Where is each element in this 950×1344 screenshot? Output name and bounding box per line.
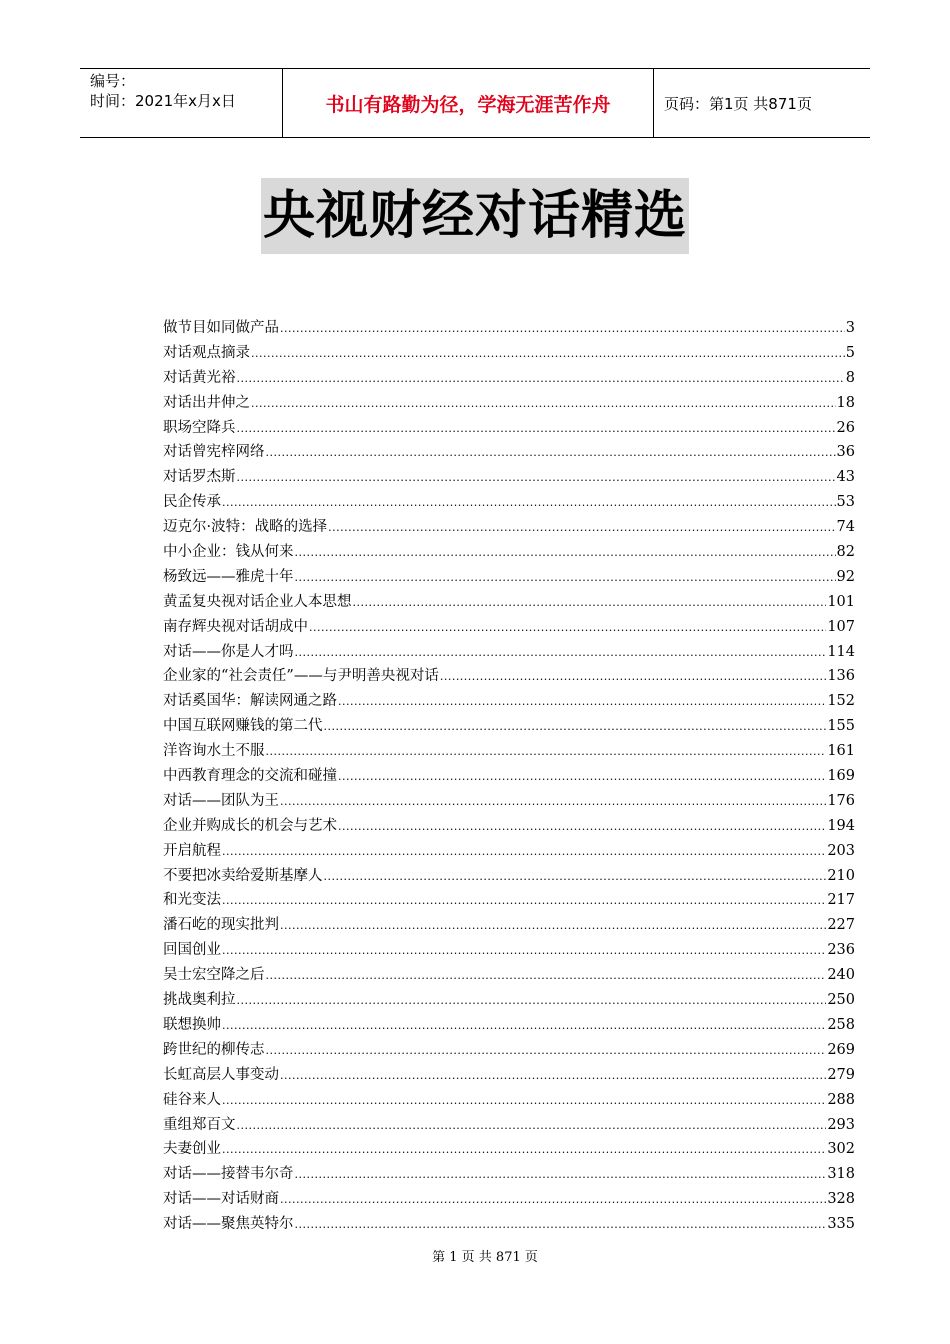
toc-entry-page: 203 <box>827 842 855 859</box>
toc-entry[interactable] <box>163 590 855 615</box>
toc-entry[interactable] <box>163 963 855 988</box>
toc-entry-title: 对话——聚焦英特尔 <box>163 1216 294 1233</box>
toc-dot-leader <box>280 793 826 809</box>
toc-entry-page: 269 <box>827 1041 855 1058</box>
toc-entry-page: 240 <box>827 967 855 984</box>
toc-entry-page: 74 <box>836 519 855 536</box>
toc-entry-title: 挑战奥利拉 <box>163 992 236 1009</box>
toc-entry-page: 169 <box>827 768 855 785</box>
toc-entry-page: 236 <box>827 942 855 959</box>
toc-entry-title: 潘石屹的现实批判 <box>163 917 279 934</box>
toc-entry-page: 302 <box>827 1141 855 1158</box>
toc-dot-leader <box>222 843 826 859</box>
toc-entry[interactable] <box>163 689 855 714</box>
toc-entry-title: 长虹高层人事变动 <box>163 1066 279 1083</box>
toc-entry-page: 279 <box>827 1066 855 1083</box>
toc-entry[interactable] <box>163 789 855 814</box>
toc-entry-title: 对话曾宪梓网络 <box>163 444 265 461</box>
toc-entry[interactable] <box>163 1038 855 1063</box>
toc-entry-page: 217 <box>827 892 855 909</box>
toc-entry-page: 101 <box>827 593 855 610</box>
toc-entry[interactable] <box>163 540 855 565</box>
toc-dot-leader <box>328 519 835 535</box>
toc-entry[interactable] <box>163 938 855 963</box>
toc-entry-page: 82 <box>836 544 855 561</box>
toc-entry-title: 吴士宏空降之后 <box>163 967 265 984</box>
toc-dot-leader <box>309 619 826 635</box>
header-motto: 书山有路勤为径，学海无涯苦作舟 <box>282 69 654 137</box>
toc-dot-leader <box>237 992 827 1008</box>
toc-dot-leader <box>222 1017 826 1033</box>
toc-entry-page: 161 <box>827 743 855 760</box>
toc-entry-title: 开启航程 <box>163 842 221 859</box>
toc-entry[interactable] <box>163 839 855 864</box>
toc-entry-page: 194 <box>827 817 855 834</box>
toc-dot-leader <box>222 942 826 958</box>
toc-dot-leader <box>222 1141 826 1157</box>
toc-entry[interactable] <box>163 515 855 540</box>
toc-dot-leader <box>295 1216 827 1232</box>
toc-entry-page: 18 <box>836 394 855 411</box>
toc-entry-page: 227 <box>827 917 855 934</box>
toc-entry-title: 对话出井伸之 <box>163 394 250 411</box>
toc-entry-page: 250 <box>827 992 855 1009</box>
toc-entry-page: 114 <box>827 643 855 660</box>
toc-dot-leader <box>353 594 827 610</box>
toc-dot-leader <box>280 917 826 933</box>
toc-entry-title: 对话奚国华：解读网通之路 <box>163 693 337 710</box>
toc-entry[interactable] <box>163 814 855 839</box>
toc-entry-page: 210 <box>827 867 855 884</box>
toc-dot-leader <box>338 768 826 784</box>
toc-dot-leader <box>280 1067 826 1083</box>
toc-entry-page: 155 <box>827 718 855 735</box>
toc-entry-page: 318 <box>827 1166 855 1183</box>
toc-entry-title: 重组郑百文 <box>163 1116 236 1133</box>
toc-entry-title: 杨致远——雅虎十年 <box>163 568 294 585</box>
toc-entry-page: 176 <box>827 792 855 809</box>
toc-entry-page: 152 <box>827 693 855 710</box>
toc-dot-leader <box>266 1042 827 1058</box>
toc-entry[interactable] <box>163 1137 855 1162</box>
toc-entry[interactable] <box>163 565 855 590</box>
toc-entry[interactable] <box>163 888 855 913</box>
toc-dot-leader <box>338 693 826 709</box>
toc-dot-leader <box>266 743 827 759</box>
toc-entry-title: 硅谷来人 <box>163 1091 221 1108</box>
toc-entry-title: 中国互联网赚钱的第二代 <box>163 718 323 735</box>
toc-dot-leader <box>280 320 845 336</box>
toc-entry-title: 不要把冰卖给爱斯基摩人 <box>163 867 323 884</box>
toc-dot-leader <box>237 370 845 386</box>
title-wrapper <box>0 178 950 254</box>
toc-entry-page: 136 <box>827 668 855 685</box>
toc-entry[interactable] <box>163 615 855 640</box>
toc-entry[interactable] <box>163 1162 855 1187</box>
toc-entry-page: 53 <box>836 494 855 511</box>
toc-entry-title: 联想换帅 <box>163 1016 221 1033</box>
toc-dot-leader <box>237 420 836 436</box>
toc-entry-title: 迈克尔·波特：战略的选择 <box>163 519 328 536</box>
toc-entry-title: 职场空降兵 <box>163 419 236 436</box>
toc-entry[interactable] <box>163 440 855 465</box>
time-label: 时间：2021年x月x日 <box>90 92 236 110</box>
toc-entry[interactable] <box>163 465 855 490</box>
toc-entry-page: 43 <box>836 469 855 486</box>
toc-entry-title: 对话——对话财商 <box>163 1191 279 1208</box>
document-title: 央视财经对话精选 <box>261 178 689 254</box>
toc-entry-title: 洋咨询水土不服 <box>163 743 265 760</box>
toc-entry[interactable] <box>163 366 855 391</box>
toc-entry[interactable] <box>163 341 855 366</box>
toc-dot-leader <box>251 345 845 361</box>
toc-entry[interactable] <box>163 640 855 665</box>
toc-entry[interactable] <box>163 739 855 764</box>
toc-entry-title: 做节目如同做产品 <box>163 320 279 336</box>
toc-entry-title: 企业并购成长的机会与艺术 <box>163 817 337 834</box>
toc-entry[interactable] <box>163 1063 855 1088</box>
toc-dot-leader <box>338 818 826 834</box>
toc-dot-leader <box>440 668 826 684</box>
toc-entry[interactable] <box>163 1088 855 1113</box>
toc-dot-leader <box>295 544 836 560</box>
toc-dot-leader <box>324 868 827 884</box>
toc-entry-page: 8 <box>845 369 855 386</box>
toc-entry[interactable] <box>163 714 855 739</box>
page-header <box>80 68 870 138</box>
toc-entry[interactable] <box>163 316 855 341</box>
toc-entry-page: 26 <box>836 419 855 436</box>
toc-entry-title: 黄孟复央视对话企业人本思想 <box>163 593 352 610</box>
toc-entry-title: 和光变法 <box>163 892 221 909</box>
toc-dot-leader <box>295 1166 827 1182</box>
toc-entry-title: 对话黄光裕 <box>163 369 236 386</box>
toc-entry-title: 对话——接替韦尔奇 <box>163 1166 294 1183</box>
toc-dot-leader <box>251 395 836 411</box>
toc-entry-page: 3 <box>845 320 855 336</box>
header-page-info: 页码：第1页 共871页 <box>664 94 812 113</box>
toc-entry[interactable] <box>163 913 855 938</box>
toc-entry-title: 民企传承 <box>163 494 221 511</box>
toc-entry[interactable] <box>163 1113 855 1138</box>
toc-entry-title: 跨世纪的柳传志 <box>163 1041 265 1058</box>
page-footer: 第 1 页 共 871 页 <box>432 1250 538 1265</box>
toc-dot-leader <box>280 1191 826 1207</box>
toc-dot-leader <box>266 444 836 460</box>
toc-entry[interactable] <box>163 764 855 789</box>
toc-entry-title: 企业家的“社会责任”——与尹明善央视对话 <box>163 668 439 685</box>
toc-entry[interactable] <box>163 988 855 1013</box>
toc-entry-page: 258 <box>827 1016 855 1033</box>
table-of-contents <box>163 316 855 1237</box>
toc-entry[interactable] <box>163 490 855 515</box>
toc-entry-title: 回国创业 <box>163 942 221 959</box>
toc-entry-page: 92 <box>836 568 855 585</box>
toc-entry-title: 夫妻创业 <box>163 1141 221 1158</box>
toc-entry-title: 中西教育理念的交流和碰撞 <box>163 768 337 785</box>
toc-entry[interactable] <box>163 664 855 689</box>
toc-entry-page: 107 <box>827 618 855 635</box>
toc-entry[interactable] <box>163 864 855 889</box>
toc-dot-leader <box>295 644 827 660</box>
toc-dot-leader <box>295 569 836 585</box>
toc-entry-title: 对话——你是人才吗 <box>163 643 294 660</box>
toc-dot-leader <box>222 494 836 510</box>
toc-entry-page: 288 <box>827 1091 855 1108</box>
toc-entry-page: 335 <box>827 1216 855 1233</box>
header-meta <box>80 69 282 137</box>
toc-entry-page: 293 <box>827 1116 855 1133</box>
toc-entry-page: 5 <box>845 344 855 361</box>
toc-dot-leader <box>266 967 827 983</box>
number-label: 编号： <box>90 72 136 90</box>
toc-entry-title: 南存辉央视对话胡成中 <box>163 618 308 635</box>
toc-entry[interactable] <box>163 1212 855 1237</box>
toc-dot-leader <box>222 1092 826 1108</box>
toc-dot-leader <box>237 469 836 485</box>
toc-entry[interactable] <box>163 1187 855 1212</box>
toc-dot-leader <box>222 892 826 908</box>
toc-entry-title: 对话——团队为王 <box>163 792 279 809</box>
toc-entry[interactable] <box>163 416 855 441</box>
toc-entry[interactable] <box>163 1013 855 1038</box>
toc-dot-leader <box>237 1117 827 1133</box>
toc-entry-page: 328 <box>827 1191 855 1208</box>
toc-entry-title: 对话观点摘录 <box>163 344 250 361</box>
toc-entry-page: 36 <box>836 444 855 461</box>
toc-entry-title: 中小企业：钱从何来 <box>163 544 294 561</box>
toc-entry-title: 对话罗杰斯 <box>163 469 236 486</box>
toc-dot-leader <box>324 718 827 734</box>
toc-entry[interactable] <box>163 391 855 416</box>
